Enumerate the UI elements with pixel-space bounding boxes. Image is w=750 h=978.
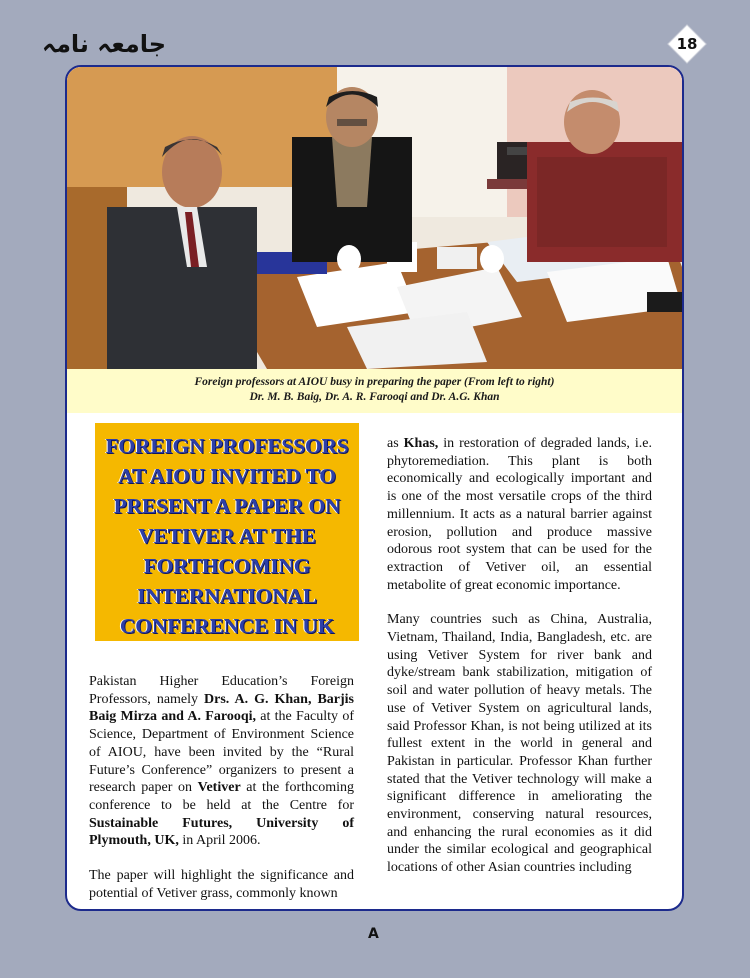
headline-line: AT AIOU INVITED TO (118, 464, 336, 488)
article-panel (65, 65, 684, 911)
headline-line: PRESENT A PAPER ON (113, 494, 341, 518)
footer-section-letter: A (368, 926, 379, 942)
page-number-badge (669, 26, 705, 62)
article-column-left (89, 673, 354, 911)
article-paragraph: The paper will highlight the significance and potential of Vetiver grass, commonly known (89, 868, 354, 901)
headline-line: VETIVER AT THE (138, 524, 316, 548)
caption-line: Dr. M. B. Baig, Dr. A. R. Farooqi and Dr. A.G. Khan (249, 391, 500, 403)
caption-line: Foreign professors at AIOU busy in preparing the paper (From left to right) (194, 376, 555, 388)
photo-caption (67, 369, 682, 413)
article-paragraph: Pakistan Higher Education’s Foreign Professors, namely Drs. A. G. Khan, Barjis Baig Mirza and A. Farooqi, at the Faculty of Science, Department of Environment Science of AIOU, have been invited by the “Rural Future’s Conference” organizers to present a research paper on Vetiver at the forthcoming conference to be held at the Centre for Sustainable Futures, University of Plymouth, UK, in April 2006. (89, 674, 355, 849)
masthead-logo: جامعہ نامہ (42, 30, 167, 58)
headline-box (95, 423, 359, 641)
article-paragraph: as Khas, in restoration of degraded lands, i.e. phytoremediation. This plant is both economically and ecologically important and is one of the most versatile crops of the third millennium. It acts as a natural barrier against erosion, pollution and produce massive odorous root system that can be used for the extraction of Vetiver oil, an essential metabolite of great economic importance. (387, 436, 652, 593)
headline-line: CONFERENCE IN UK (119, 614, 335, 638)
headline-line: FOREIGN PROFESSORS (105, 434, 349, 458)
headline-line: INTERNATIONAL (137, 584, 317, 608)
article-paragraph: Many countries such as China, Australia, Vietnam, Thailand, India, Bangladesh, etc. are using Vetiver System for river bank and dyke/stream bank stabilization, mitigation of soil and water pollution of heavy metals. The use of Vetiver System on agricultural lands, said Professor Khan, is not being utilized at its fullest extent in the world in general and Pakistan in particular. Professor Khan further stated that the Vetiver technology will make a significant difference in ameliorating the environment, conserving natural resources, and enhancing the rural economies as it did under the similar ecological and geographical locations of other Asian countries including (387, 612, 652, 876)
article-column-right (387, 435, 652, 894)
headline-line: FORTHCOMING (143, 554, 311, 578)
article-photo (67, 67, 682, 369)
page-number: 18 (676, 35, 698, 53)
